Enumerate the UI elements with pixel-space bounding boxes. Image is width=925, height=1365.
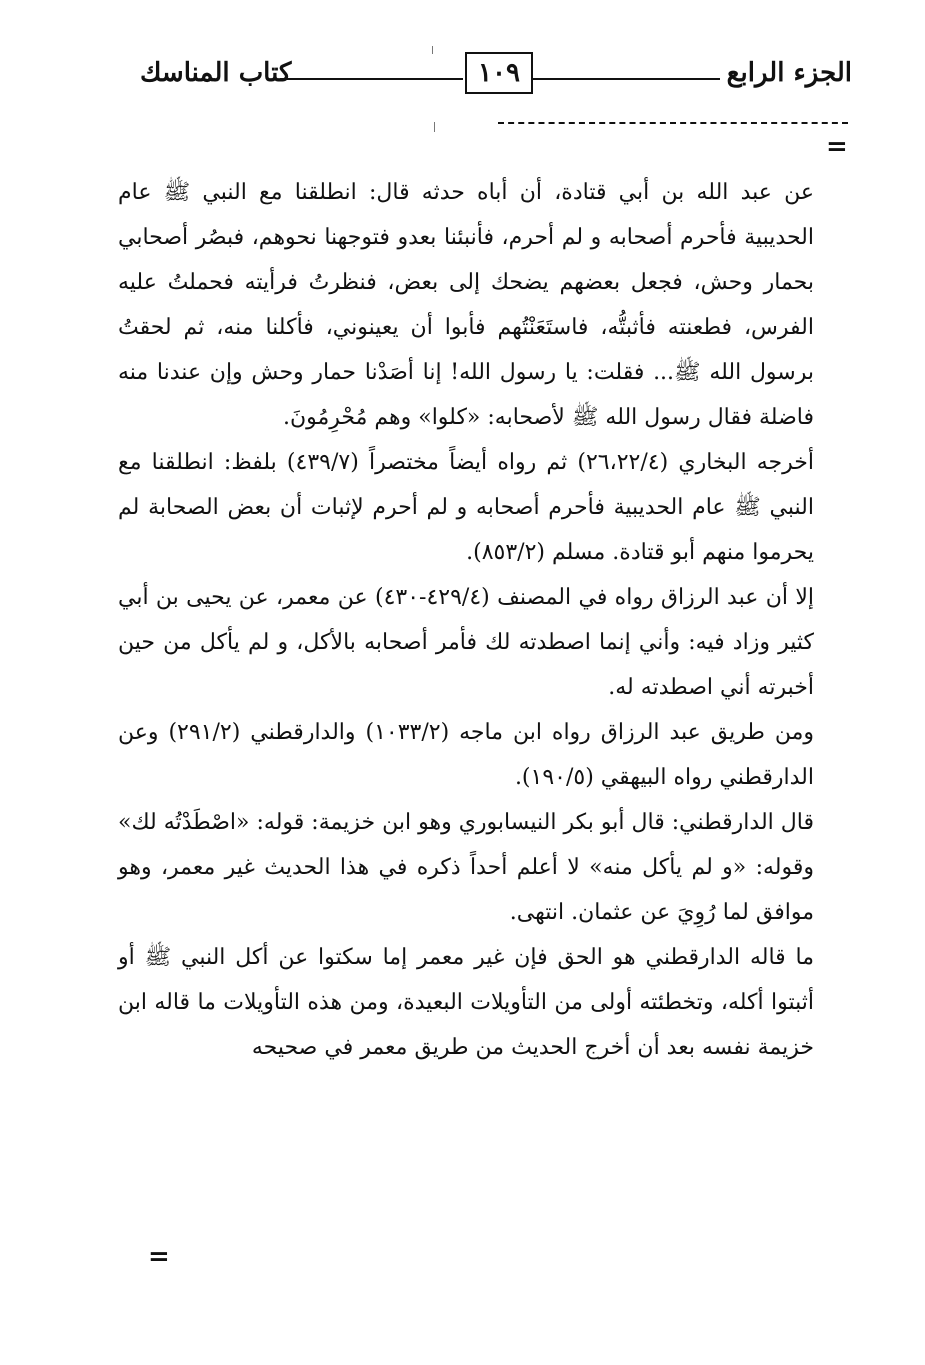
paragraph: أخرجه البخاري (٢٦،٢٢/٤) ثم رواه أيضاً مختصراً (٤٣٩/٧) بلفظ: انطلقنا مع النبي ﷺ عام الحديبية فأحرم أصحابه و لم أحرم لإثبات أن بعض الصحابة لم يحرموا منهم أبو قتادة. مسلم (٨٥٣/٢). <box>118 450 814 565</box>
paragraph: عن عبد الله بن أبي قتادة، أن أباه حدثه قال: انطلقنا مع النبي ﷺ عام الحديبية فأحرم أصحابه و لم أحرم، فأنبئنا بعدو فتوجهنا نحوهم، فبصُر أصحابي بحمار وحش، فجعل بعضهم يضحك إلى بعض، فنظرتُ فرأيته فحملتُ عليه الفرس، فطعنته فأثبتُّه، فاستَعَنْتُهم فأبوا أن يعينوني، فأكلنا منه، ثم لحقتُ برسول الله ﷺ... فقلت: يا رسول الله! إنا أصَدْنا حمار وحش وإن عندنا منه فاضلة فقال رسول الله ﷺ لأصحابه: «كلوا» وهم مُحْرِمُونَ. <box>118 180 814 430</box>
header-rule-right <box>525 78 720 80</box>
main-text <box>118 170 814 1070</box>
paragraph: إلا أن عبد الرزاق رواه في المصنف (٤٢٩/٤-٤٣٠) عن معمر، عن يحيى بن أبي كثير وزاد فيه: وأني إنما اصطدته لك فأمر أصحابه بالأكل، و لم يأكل من حين أخبرته أني اصطدته له. <box>118 585 814 700</box>
header-rule-left <box>280 78 463 80</box>
paragraph: ومن طريق عبد الرزاق رواه ابن ماجه (١٠٣٣/٢) والدارقطني (٢٩١/٢) وعن الدارقطني رواه البيهقي (١٩٠/٥). <box>118 720 814 790</box>
book-label: كتاب المناسك <box>140 58 292 88</box>
scan-mark <box>432 46 433 54</box>
continuation-mark-bottom: = <box>148 1242 170 1272</box>
part-label: الجزء الرابع <box>726 58 852 88</box>
header-separator <box>498 122 848 124</box>
page-number: ١٠٩ <box>465 52 533 94</box>
scan-mark <box>434 122 435 132</box>
continuation-mark-top: = <box>826 132 848 162</box>
paragraph: ما قاله الدارقطني هو الحق فإن غير معمر إما سكتوا عن أكل النبي ﷺ أو أثبتوا أكله، وتخطئته أولى من التأويلات البعيدة، ومن هذه التأويلات ما قاله ابن خزيمة نفسه بعد أن أخرج الحديث من طريق معمر في صحيحه <box>118 945 814 1060</box>
paragraph: قال الدارقطني: قال أبو بكر النيسابوري وهو ابن خزيمة: قوله: «اصْطَدْتُه لك» وقوله: «و لم يأكل منه» لا أعلم أحداً ذكره في هذا الحديث غير معمر، وهو موافق لما رُوِيَ عن عثمان. انتهى. <box>118 810 814 925</box>
page-header <box>140 52 852 102</box>
